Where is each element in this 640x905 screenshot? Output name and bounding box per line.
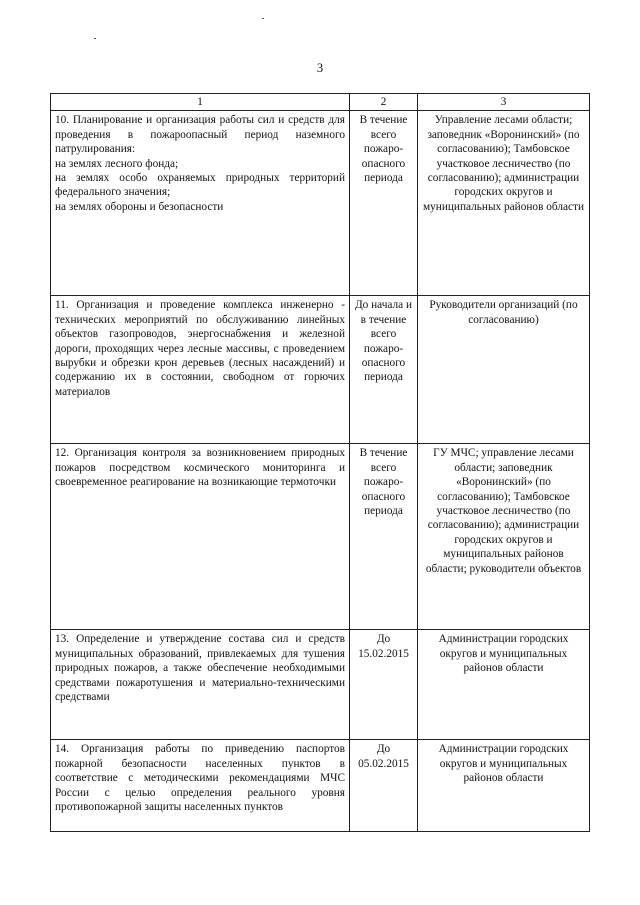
measures-table	[50, 93, 590, 832]
column-header-2: 2	[350, 94, 418, 111]
task-cell	[51, 630, 350, 740]
table-row	[51, 740, 590, 832]
scan-speck	[94, 38, 96, 39]
column-header-1: 1	[51, 94, 350, 111]
term-cell: До начала и в течение всего пожаро-опасного периода	[350, 296, 418, 444]
task-text: 13. Определение и утверждение состава сил и средств муниципальных образований, привлекаемых для тушения природных пожаров, а также обеспечение необходимыми средствами пожаротушения и материально-техническими средствами	[55, 633, 345, 704]
term-cell: В течение всего пожаро-опасного периода	[350, 111, 418, 296]
executor-cell: Администрации городских округов и муниципальных районов области	[418, 630, 590, 740]
column-header-3: 3	[418, 94, 590, 111]
task-text: на землях особо охраняемых природных территорий федерального значения;	[55, 172, 345, 199]
task-cell	[51, 296, 350, 444]
table-row	[51, 111, 590, 296]
task-text: 11. Организация и проведение комплекса инженерно - технических мероприятий по обслуживанию линейных объектов газопроводов, энергоснабжения и железной дороги, проходящих через лесные массивы, с проведением вырубки и обрезки крон деревьев (лесных насаждений) и содержанию их в состоянии, свободном от горючих материалов	[55, 299, 345, 398]
term-cell: В течение всего пожаро-опасного периода	[350, 444, 418, 630]
executor-cell: Руководители организаций (по согласованию)	[418, 296, 590, 444]
page-number: 3	[316, 61, 324, 75]
table-row	[51, 630, 590, 740]
header-row	[51, 94, 590, 111]
task-cell	[51, 444, 350, 630]
task-text: 12. Организация контроля за возникновением природных пожаров посредством космического мониторинга и своевременное реагирование на возникающие термоточки	[55, 447, 345, 489]
task-text: на землях лесного фонда;	[55, 157, 179, 170]
table-row	[51, 296, 590, 444]
executor-cell: Управление лесами области; заповедник «Воронинский» (по согласованию); Тамбовское участковое лесничество (по согласованию); администрации городских округов и муниципальных районов области	[418, 111, 590, 296]
executor-cell: Администрации городских округов и муниципальных районов области	[418, 740, 590, 832]
task-text: 14. Организация работы по приведению паспортов пожарной безопасности населенных пунктов в соответствие с методическими рекомендациями МЧС России с целью определения реального уровня противопожарной защиты населенных пунктов	[55, 743, 345, 814]
term-cell: До 05.02.2015	[350, 740, 418, 832]
task-cell	[51, 111, 350, 296]
term-cell: До 15.02.2015	[350, 630, 418, 740]
task-cell	[51, 740, 350, 832]
scan-speck	[262, 18, 264, 19]
executor-cell: ГУ МЧС; управление лесами области; заповедник «Воронинский» (по согласованию); Тамбовское участковое лесничество (по согласованию); администрации городских округов и муниципальных районов области; руководители объектов	[418, 444, 590, 630]
task-text: 10. Планирование и организация работы сил и средств для проведения в пожароопасный период наземного патрулирования:	[55, 114, 345, 156]
task-text: на землях обороны и безопасности	[55, 200, 224, 213]
table-row	[51, 444, 590, 630]
